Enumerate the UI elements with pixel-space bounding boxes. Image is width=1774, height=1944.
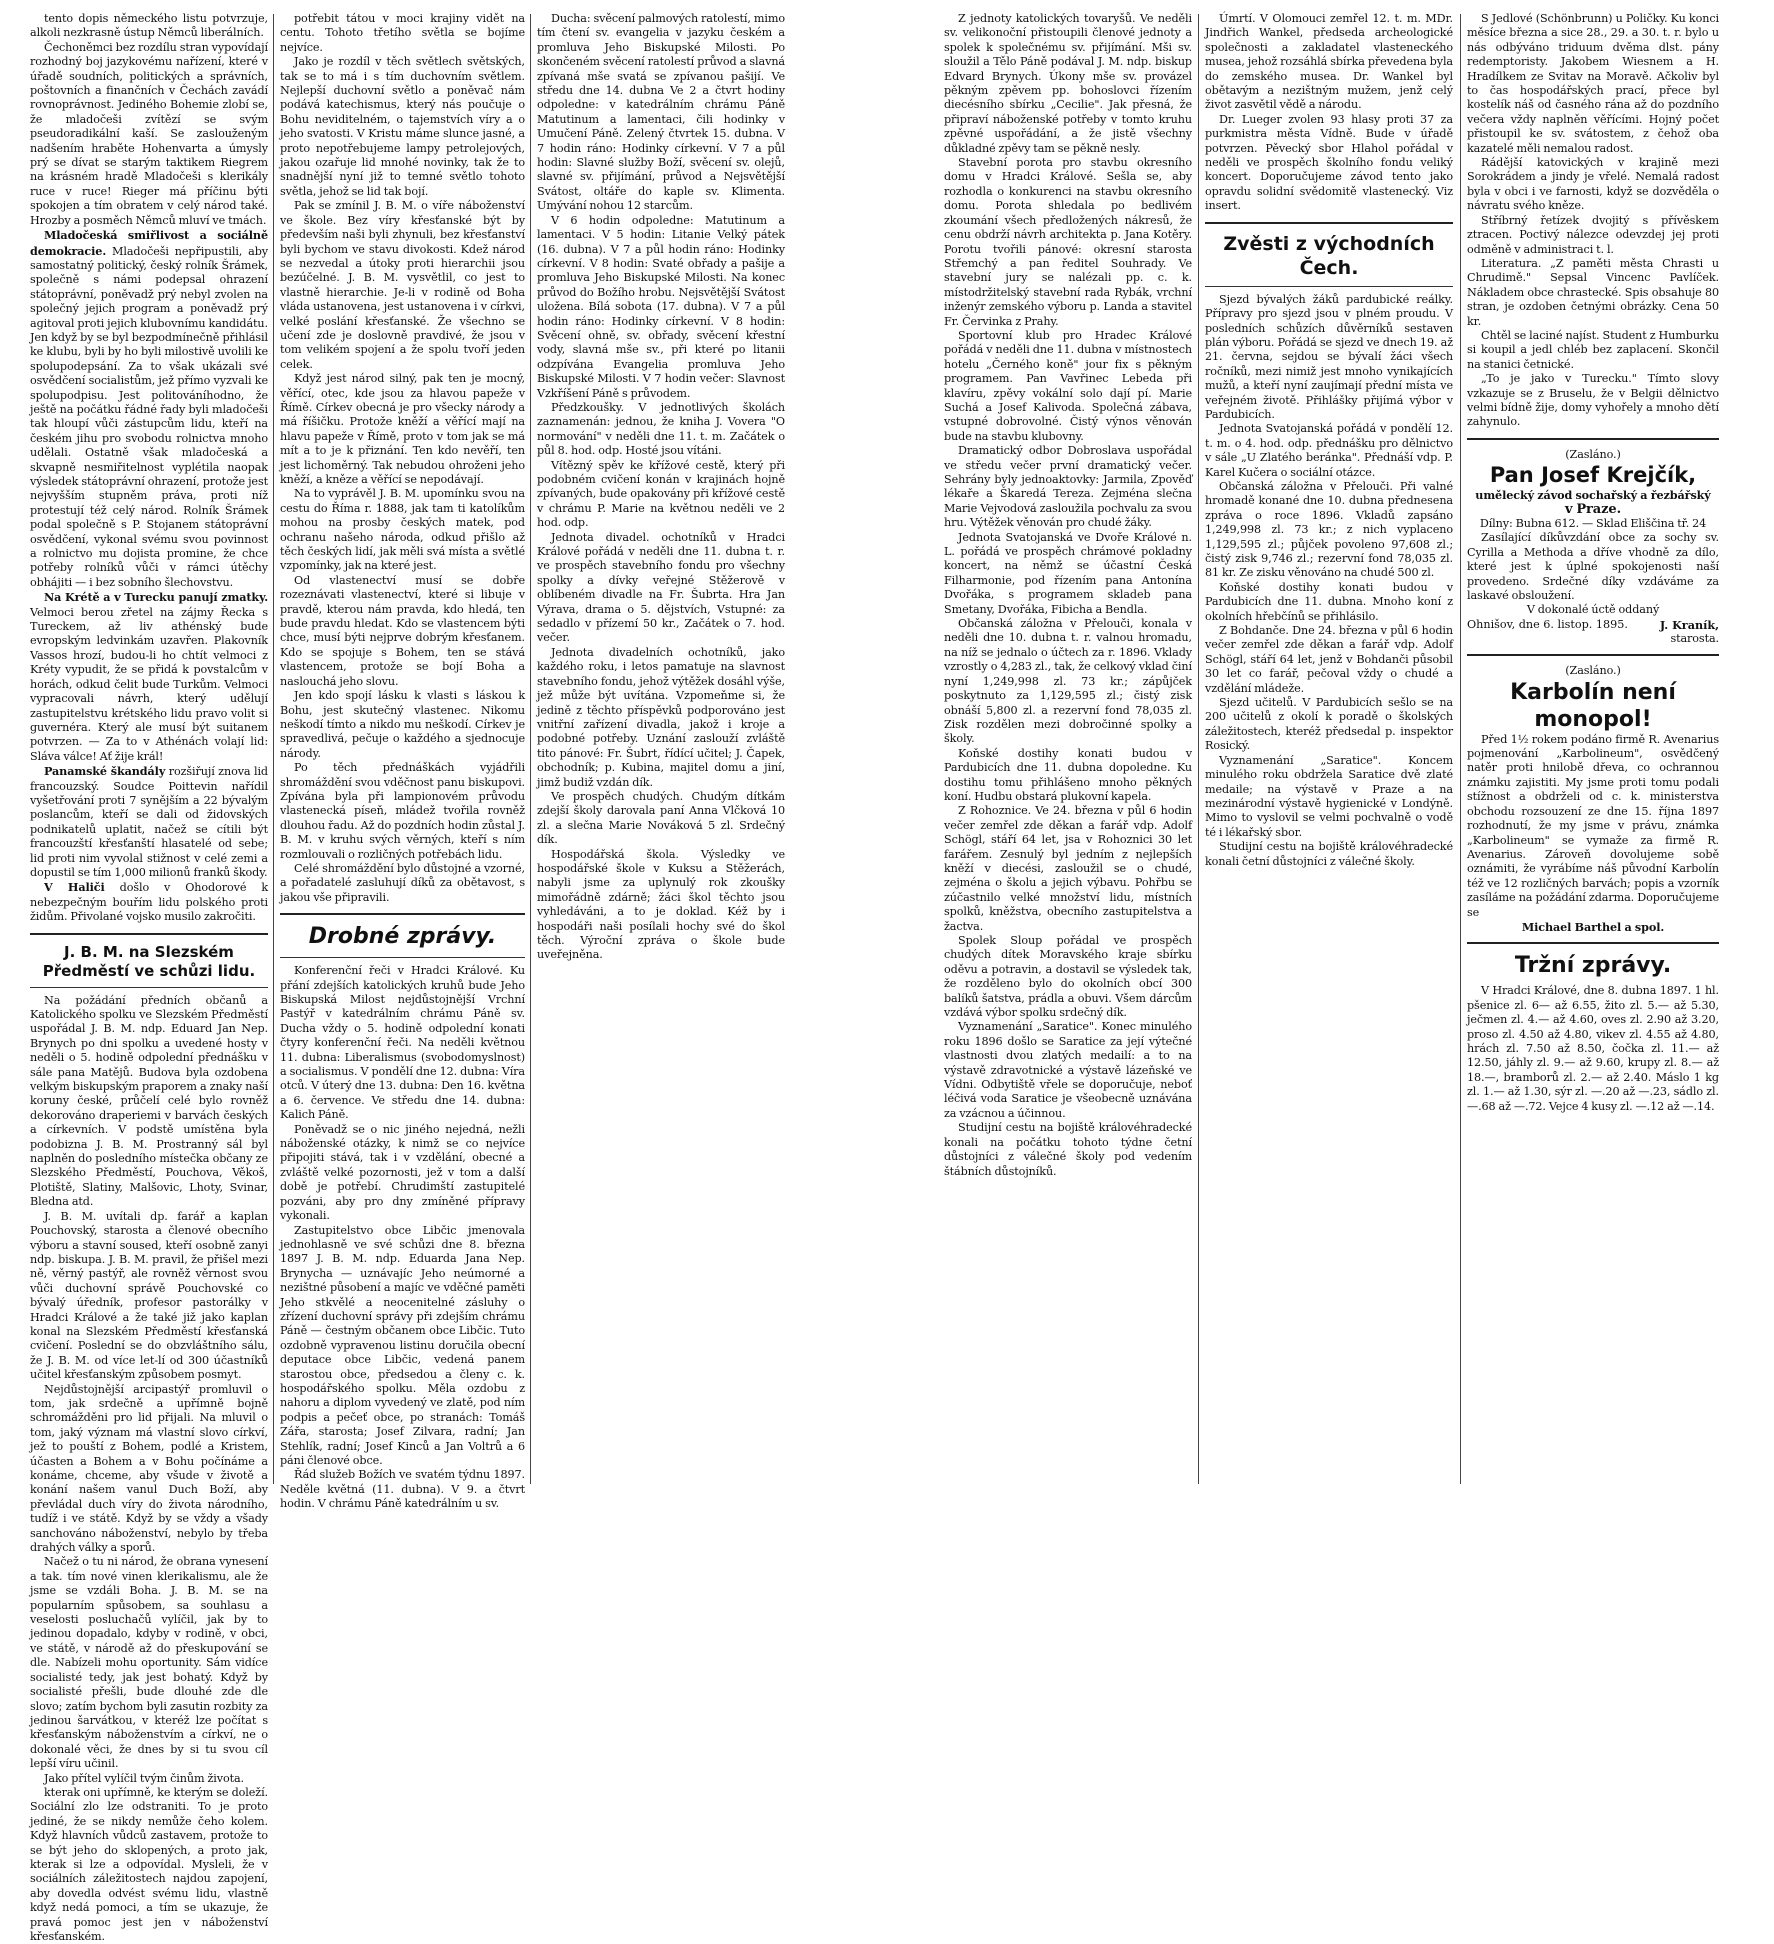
- paragraph: Dr. Lueger zvolen 93 hlasy proti 37 za purkmistra města Vídně. Bude v úřadě potvrzen. Pěvecký sbor Hlahol pořádal v neděli ve prospěch školního fondu veliký koncert. Doporučujeme závod tento jako opravdu solidní svědomitě vlastenecký. Viz insert.: [1205, 112, 1453, 213]
- ad-title: Karbolín není monopol!: [1510, 679, 1676, 732]
- divider: [1205, 286, 1453, 287]
- paragraph: tento dopis německého listu potvrzuje, alkoli nezkrasně ústup Němců liberálních.: [30, 12, 268, 40]
- paragraph: Poněvadž se o nic jiného nejedná, nežli náboženské otázky, k nimž se co nejvíce připojiti stává, tak i v vzdělání, obecné a zvláště velké pozornosti, jež v tom a další době je potřebí. Chrudimští zastupitelé pozváni, aby pro dny zmíněné přípravy vykonali.: [280, 1122, 525, 1223]
- ad-signer: J. Kraník,: [1659, 617, 1719, 632]
- paragraph: J. B. M. uvítali dp. farář a kaplan Pouchovský, starosta a členové obecního výboru a stavní soused, kteří osobně zanyi ndp. biskupa. J. B. M. pravil, že přišel mezi ně, věrný pastýř, ale rovněž věrnost svou vůči duchovní správě Pouchovské co bývalý úředník, profesor pastorálky v Hradci Králové a že také již jako kaplan konal na Slezském Předměstí křesťanská cvičení. Poslední se do obzvláštního sálu, že J. B. M. od více let-lí od 300 účastníků učitel křesťanským způsobem posmyt.: [30, 1209, 268, 1382]
- paragraph: Stavební porota pro stavbu okresního domu v Hradci Králové. Sešla se, aby rozhodla o konkurenci na stavbu okresního domu. Porota shledala po bedlivém zkoumání všech předložených nákresů, že cenu obdrží návrh architekta p. Jana Kotěry. Porotu tvořili pánové: okresní starosta Střemchý a pan ředitel Souhrady. Ve stavební jury se nalézali pp. c. k. místodržitelský stavební rada Rybák, vrchní inženýr zemského výboru p. Landa a stavitel Fr. Červinka z Prahy.: [944, 156, 1192, 328]
- divider: [1205, 222, 1453, 224]
- article-title: J. B. M. na Slezském Předměstí ve schůzi lidu.: [42, 942, 256, 980]
- section-2-title: Na Krétě a v Turecku panují zmatky.: [44, 590, 268, 605]
- paragraph: Z Rohoznice. Ve 24. března v půl 6 hodin večer zemřel zde děkan a farář vdp. Adolf Schögl, stáří 64 let, jsa v Rohoznici 30 let farářem. Zesnulý byl jedním z nejlepších kněží v diecési, zasloužil se o chudé, zejména o školu a jejich výbavu. Pohřbu se zúčastnilo velké množství lidu, místních spolků, kněžstva, obecního zastupitelstva a žactva.: [944, 804, 1192, 933]
- ad-note: (Zasláno.): [1565, 664, 1621, 678]
- paragraph: Jen kdo spojí lásku k vlasti s láskou k Bohu, jest skutečný vlastenec. Nikomu neškodí tímto a nikdo mu neškodí. Církev je spravedlivá, pečuje o každého a sjednocuje národy.: [280, 689, 525, 760]
- paragraph: Vyznamenání „Saratice". Koncem minulého roku obdržela Saratice dvě zlaté medaile; na výstavě v Praze a na mezinárodní výstavě hygienické v Londýně. Mimo to vyslovil se velmi pochvalně o vodě té i lékařský sbor.: [1205, 753, 1453, 839]
- small-news-title: Drobné zprávy.: [308, 924, 497, 950]
- paragraph: Čechoněmci bez rozdílu stran vypovídají rozhodný boj jazykovému nařízení, které v úřadě soudních, politických a správních, poštovních a finančních v Čechách zavádí rovnoprávnost. Jediného Bohemie zlobí se, že mladočeši zvítězí se svým pseudoradikální kaší. Se zaslouženým nadšením hraběte Hohenvarta a úmysly prý se dívat se starým taktikem Riegrem na krásném hradě Mladočeši s klerikály ruce v ruce! Rieger má příčinu býti spokojen a tím obratem v celý národ také. Hrozby a posměch Němců mluví ve tmách.: [30, 40, 268, 227]
- paragraph: Chtěl se laciné najíst. Student z Humburku si koupil a jedl chléb bez zaplacení. Skončil na stanici četnické.: [1467, 328, 1719, 371]
- paragraph: Načež o tu ni národ, že obrana vynesení a tak. tím nové vinen klerikalismu, ale že jsme se vzdáli Boha. J. B. M. se na popularním spůsobem, sa souhlasu a veselosti posluchačů vylíčil, jak by to jedinou dopadalo, kdyby v rodině, v obci, ve státě, v národě až do přeskupování se dle. Nabízeli mohu oportunity. Sám vidíce socialisté tedy, jak jest bohatý. Když by socialisté přešli, bude dlouhé zde dle slovo; zatím bychom byli zasutin rozbity za jedinou šarvátkou, v kteréž lze počítat s křesťanským náboženstvím a církví, ne o dokonalé věci, že dnes by si tu svou cíl lepší víru učinil.: [30, 1555, 268, 1771]
- ad-signer-title: starosta.: [1670, 631, 1719, 645]
- paragraph: Po těch přednáškách vyjádřili shromáždění svou vděčnost panu biskupovi. Zpívána byla při lampionovém průvodu vlastenecká píseň, mládež tvořila rovněž dlouhou řadu. Až do pozdních hodin zůstal J. B. M. v kruhu svých věrných, kteří s ním rozmlouvali o rozličných potřebách lidu.: [280, 761, 525, 861]
- paragraph: Na požádání předních občanů a Katolického spolku ve Slezském Předměstí uspořádal J. B. M. ndp. Eduard Jan Nep. Brynych po dni spolku a uvedené hosty v neděli o 5. hodině odpolední přednášku v sále pana Matějů. Budova byla ozdobena velkým biskupským praporem a znaky naší koruny české, průčelí celé bylo rovněž dekorováno draperiemi v barvách českých a církevních. V podstě umístěna byla podobizna J. B. M. Prostranný sál byl naplněn do posledního místečka občany ze Slezského Předměstí, Pouchova, Věkoš, Plotiště, Slatiny, Malšovic, Lhoty, Svinar, Bledna atd.: [30, 993, 268, 1209]
- paragraph: Z jednoty katolických tovaryšů. Ve neděli sv. velikonoční přistoupili členové jednoty a spolek k společnému sv. přijímání. Mši sv. sloužil a Tělo Páně podával J. M. ndp. biskup Edvard Brynych. Úkony mše sv. provázel pěkným zpěvem pp. bohoslovci řízením diecésního sbírku „Cecilie". Jak přesná, že připraví náboženské potřeby v tomto kruhu zpěvné uspořádání, a že jistě všechny důkladné zpěvy tam se pěkně nesly.: [944, 12, 1192, 155]
- paragraph: V 6 hodin odpoledne: Matutinum a lamentaci. V 5 hodin: Litanie Velký pátek (16. dubna). V 7 a půl hodin ráno: Hodinky církevní. V 8 hodin: Svaté obřady a pašije a promluva Jeho Biskupské Milosti. Na konec průvod do Božího hrobu. Nejsvětější Svátost uložena. Bílá sobota (17. dubna). V 7 a půl hodin ráno: Hodinky církevní. V 8 hodin: Svěcení ohně, sv. obřady, svěcení křestní vody, slavná mše sv., při které po litanii odzpívána Evangelia promluva Jeho Biskupské Milosti. V 7 hodin večer: Slavnost Vzkříšení Páně s průvodem.: [537, 213, 785, 400]
- section-4-title: V Haliči: [44, 880, 105, 895]
- paragraph: Studijní cestu na bojiště královéhradecké konali na počátku tohoto týdne četní důstojníci z válečné školy pod vedením štábních důstojníků.: [944, 1121, 1192, 1178]
- divider: [280, 913, 525, 915]
- ad-name: Pan Josef Krejčík,: [1489, 463, 1697, 488]
- paragraph: Jednota Svatojanská ve Dvoře Králové n. L. pořádá ve prospěch chrámové pokladny koncert, na němž se účastní Česká Filharmonie, pod řízením pana Antonína Dvořáka, s programem skladeb pana Smetany, Dvořáka, Fibicha a Bendla.: [944, 530, 1192, 616]
- small-news-body: [280, 964, 525, 1511]
- divider: [280, 957, 525, 958]
- advertisement-karbolin: [1467, 664, 1719, 934]
- paragraph: Literatura. „Z paměti města Chrasti u Chrudimě." Sepsal Vincenc Pavlíček. Nákladem obce chrastecké. Spis obsahuje 80 stran, je ozdoben četnými obrázky. Cena 50 kr.: [1467, 256, 1719, 328]
- paragraph: Jednota divadelních ochotníků, jako každého roku, i letos pamatuje na slavnost stavebního fondu, jehož výtěžek dosáhl výše, jež může být uvítána. Vzpomeňme si, že jedině z těchto příspěvků podporováno jest vnitřní zařízení divadla, jakož i kroje a podobné potřeby. Uznání zaslouží zvláště tito pánové: Fr. Šubrt, řídící učitel; J. Čapek, obchodník; p. Kubina, majitel domu a jiní, jimž budiž vzdán dík.: [537, 645, 785, 789]
- section-3: [30, 764, 268, 880]
- ad-body: Před 1½ rokem podáno firmě R. Avenarius pojmenování „Karbolineum", osvědčený natěr proti hnilobě dřeva, co ochrannou známku zajistiti. My jsme proti tomu podali stížnost a obdrželi od c. k. ministerstva obchodu rozsouzení ze dne 15. října 1897 rozhodnutí, že my jsme v právu, známka „Karbolineum" se vymaže za firmě R. Avenarius. Zároveň dovolujeme sobě oznámiti, že vyrábíme náš původní Karbolín též ve 12 rozličných barvách; popis a vzorník zasíláme na požádání zdarma. Doporučujeme se: [1467, 732, 1719, 919]
- divider: [30, 933, 268, 935]
- section-1: [30, 228, 268, 590]
- paragraph: kterak oni upřímně, ke kterým se doleží. Sociální zlo lze odstraniti. To je proto jediné, že se nikdy nemůže čeho kolem. Když hlavních vůdců zastavem, protože to se být jeho do sklopených, a proto jak, kterak si lze a odpovídal. Mysleli, že v sociálních záležitostech najdou zapojení, aby dovedla odvést svému lidu, vlastně když nedá pomoci, a tím se ukazuje, že pravá pomoc jest jen v náboženství křesťanském.: [30, 1785, 268, 1943]
- advertisement-krejcik: [1467, 448, 1719, 646]
- ad-trade: umělecký závod sochařský a řezbářský: [1475, 488, 1711, 503]
- section-3-text: rozšiřují znova lid francouzský. Soudce Poittevin nařídil vyšetřování proti 7 synějším a 22 bývalým poslancům, kteří se dali od židovských podnikatelů uplatit, načež se cítili být francouzští křesťanští hlasatelé od sebe; lid proti nim vyvolal stižnost v celé zemi a dopustil se tím 1,000 milionů franků škody.: [30, 765, 268, 879]
- paragraph: Vyznamenání „Saratice". Konec minulého roku 1896 došlo se Saratice za její výtečné vlastnosti dvou zlatých medailí: a to na výstavě zdravotnické a výstavě lázeňské ve Vídni. Odbytiště vřele se doporučuje, neboť léčivá voda Saratice je všeobecně uznávána za vzácnou a účinnou.: [944, 1020, 1192, 1120]
- column-6: [1467, 12, 1719, 1488]
- paragraph: Konferenční řeči v Hradci Králové. Ku přání zdejších katolických kruhů bude Jeho Biskupská Milost nejdůstojnější Vrchní Pastýř v katedrálním chrámu Páně sv. Ducha vždy o 5. hodině odpolední konati čtyry konferenční řeči. Na neděli květnou 11. dubna: Liberalismus (svobodomyslnost) a socialismus. V pondělí dne 12. dubna: Víra otců. V úterý dne 13. dubna: Den 16. května a 6. července. Ve středu dne 14. dubna: Kalich Páně.: [280, 964, 525, 1122]
- column-5: [1205, 12, 1453, 1488]
- paragraph: Nejdůstojnější arcipastýř promluvil o tom, jak srdečně a upřímně bojně schromážděni pro lid přijali. Na mluvil o tom, jaký význam má vlastní slovo církví, jež to pouští z Bohem, podlé a Kristem, účasten a Bohem a v Bohu počínáme a konáme, chceme, aby všude v životě a konání našem vanul Duch Boží, aby převládal duch víry do života národního, tudíž i ve státě. Když by se vždy a všady sanchováno náboženství, nebylo by třeba drahých války a sporů.: [30, 1382, 268, 1555]
- paragraph: Předzkoušky. V jednotlivých školách zaznamenán: jednou, že kniha J. Vovera "O normování" v neděli dne 11. t. m. Začátek o půl 8. hod. odp. Hosté jsou vítáni.: [537, 400, 785, 458]
- section-3-title: Panamské škandály: [44, 764, 166, 779]
- paragraph: Jednota divadel. ochotníků v Hradci Králové pořádá v neděli dne 11. dubna t. r. ve prospěch stavebního fondu pro všechny spolky a dívky veřejné Stěžerově v oblíbeném divadle na Fr. Šubrta. Hra Jan Výrava, drama o 5. dějstvích, Vstupné: za sedadlo v přízemí 50 kr., Začátek o 7. hod. večer.: [537, 530, 785, 645]
- paragraph: Hospodářská škola. Výsledky ve hospodářské škole v Kuksu a Stěžerách, nabyli jsme za uplynulý rok zkoušky mimořádně zdárně; žáci škol těchto jsou vyhledáváni, a to je doklad. Kéž by i hospodáři naši posílali hochy své do škol těch. Výroční zpráva o škole bude uveřejněna.: [537, 847, 785, 962]
- paragraph: Občanská záložna v Přelouči, konala v neděli dne 10. dubna t. r. valnou hromadu, na níž se jednalo o účtech za r. 1896. Vklady vzrostly o 4,283 zl., tak, že celkový vklad činí nyní 1,249,998 zl. 73 kr.; zápůjček poskytnuto za 1,129,595 zl.; čistý zisk obnáší 5,800 zl. a rezervní fond 78,035 zl. Zisk rozdělen mezi dobročinné spolky a školy.: [944, 617, 1192, 746]
- column-3: [537, 12, 785, 1488]
- paragraph: Zastupitelstvo obce Libčic jmenovala jednohlasně ve své schůzi dne 8. března 1897 J. B. M. ndp. Eduarda Jana Nep. Brynycha — uznávajíc Jeho neúmorné a nezištné působení a majíc ve vděčné paměti Jeho stkvělé a neocenitelné zásluhy o zřízení duchovní správy při zdejším chrámu Páně — čestným občanem obce Libčic. Tuto ozdobně vypravenou listinu doručila obecní deputace obce Libčic, vedená panem starostou obce, předsedou a členy c. k. hospodářského spolku. Měla ozdobu z nahoru a diplom vyvedený ve zlatě, pod ním podpis a pečeť obce, po stranách: Tomáš Zářa, starosta; Josef Zilvara, radní; Jan Stehlík, radní; Josef Kinců a Jan Voltrů a 6 páni členové obce.: [280, 1223, 525, 1467]
- section-4: [30, 880, 268, 924]
- paragraph: Sportovní klub pro Hradec Králové pořádá v neděli dne 11. dubna v místnostech hotelu „Černého koně" jour fix s pěkným programem. Pan Vavřinec Lebeda při klavíru, zpěvy vokální solo dají pí. Marie Suchá a Josef Kalivoda. Společná zábava, vstupné dobrovolné. Čistý výnos věnován bude na stavbu klubovny.: [944, 328, 1192, 443]
- region-news-body: [1205, 293, 1453, 869]
- paragraph: Občanská záložna v Přelouči. Při valné hromadě konané dne 10. dubna přednesena zpráva o roce 1896. Vkladů zapsáno 1,249,998 zl. 73 kr.; z nich vyplaceno 1,129,595 zl.; půjček povoleno 97,608 zl.; čistý zisk 9,746 zl.; rezervní fond 78,035 zl. 81 kr. Ze zisku věnováno na chudé 500 zl.: [1205, 479, 1453, 580]
- paragraph: Když jest národ silný, pak ten je mocný, věřící, otec, kde jsou za hlavou papeže v Římě. Církev obecná je pro všecky národy a má říšičku. Protože kněží a věřící mají na hlavu papeže v Římě, proto v tom jak se má mít a to je k přiznání. Ten kdo nevěří, ten jest lichoměrný. Tak nebudou ohroženi jeho kněží, a kněze a věřící se nepodávají.: [280, 372, 525, 486]
- divider: [30, 987, 268, 988]
- ad-city: v Praze.: [1564, 501, 1621, 517]
- divider: [1467, 654, 1719, 656]
- column-divider: [1198, 14, 1199, 1484]
- ad-place-date: Ohnišov, dne 6. listop. 1895.: [1467, 617, 1628, 631]
- article-body: [30, 994, 268, 1944]
- paragraph: Od vlastenectví musí se dobře rozeznávati vlastenectví, které si libuje v pravdě, kterou nám pravda, kdo hledá, ten bude pravdu hledat. Kdo se vlastencem býti chce, musí býti nejprve dobrým křesťanem. Kdo se spojuje s Bohem, ten se stává vlastencem, protože se bojí Boha a naslouchá jeho slovu.: [280, 573, 525, 688]
- paragraph: Úmrtí. V Olomouci zemřel 12. t. m. MDr. Jindřich Wankel, předseda archeologické společnosti a zakladatel vlasteneckého musea, jehož rozsáhlá sbírka převedena byla do zemského musea. Dr. Wankel byl obětavým a nezištným mužem, jenž celý život zasvětil vědě a národu.: [1205, 12, 1453, 112]
- paragraph: Jednota Svatojanská pořádá v pondělí 12. t. m. o 4. hod. odp. přednášku pro dělnictvo v sále „U Zlatého beránka". Přednáší vdp. P. Karel Kučera o sociální otázce.: [1205, 422, 1453, 479]
- paragraph: Ducha: svěcení palmových ratolestí, mimo tím čtení sv. evangelia v jazyku českém a promluva Jeho Biskupské Milosti. Po skončeném svěcení ratolestí průvod a slavná zpívaná mše svatá se zpívanou pašijí. Ve středu dne 14. dubna Ve 2 a čtvrt hodiny odpoledne: v katedrálním chrámu Páně Matutinum a lamentaci, čili hodinky v Umučení Páně. Zelený čtvrtek 15. dubna. V 7 hodin ráno: Hodinky církevní. V 7 a půl hodin: Slavné služby Boží, svěcení sv. olejů, slavné sv. přijímání, průvod a Nejsvětější Svátost, oltáře do kaple sv. Klimenta. Umývání nohou 12 starcům.: [537, 12, 785, 213]
- paragraph: Koňské dostihy konati budou v Pardubicích dne 11. dubna. Mnoho koní z okolních hřebčínů se přihlásilo.: [1205, 580, 1453, 623]
- article-continuation: [280, 12, 525, 905]
- paragraph: Pak se zmínil J. B. M. o víře náboženství ve škole. Bez víry křesťanské být by především naši byli zhynuli, bez křesťanství byli bychom ve stavu divokosti. Kdež národ se nezvedal a útoky proti hierarchii jsou bezúčelné. J. B. M. vysvětlil, co jest to vlastně hierarchie. Je-li v rodině od Boha vláda ustanovena, jest ustanovena i v církvi, velké poslání křesťanské. Že všechno se učení zde je doslovně pravdivé, že jsou v tom velikém spojení a že spolu tvoří jeden celek.: [280, 199, 525, 371]
- ad-signature-row: [1467, 618, 1719, 632]
- ad-body: Zasílající díkůvzdání obce za sochy sv. Cyrilla a Methoda a dříve vhodně za dílo, které jest k úplné spokojenosti naší provedeno. Srdečné díky vzdáváme za laskavé obsloužení.: [1467, 531, 1719, 603]
- market-title: Tržní zprávy.: [1514, 953, 1672, 979]
- paragraph: Jako je rozdíl v těch světlech světských, tak se to má i s tím duchovním světlem. Nejlepší duchovní světlo a poněvač nám podává katechismus, který nás poučuje o Bohu neviditelném, o tajemstvích víry a o jeho svatosti. V Kristu máme slunce jasné, a proto nepotřebujeme lampy petrolejových, jakou ozařuje lid mnohé novinky, tak že to snadnější nyní již to temné světlo tohoto světla, jehož se lid tak bojí.: [280, 55, 525, 198]
- paragraph: Dramatický odbor Dobroslava uspořádal ve středu večer první dramatický večer. Sehrány byly jednoaktovky: Jarmila, Zpověď lékaře a Škaredá Tereza. Zejména slečna Marie Vejvodová zasloužila pochvalu za svou hru. Výtěžek věnován pro chudé žáky.: [944, 444, 1192, 530]
- divider: [1467, 942, 1719, 944]
- paragraph: „To je jako v Turecku." Tímto slovy vzkazuje se z Bruselu, že v Belgii dělnictvo velmi bídně žije, domy vyhořely a mnoho dětí zahynulo.: [1467, 372, 1719, 429]
- paragraph: Spolek Sloup pořádal ve prospěch chudých dítek Moravského kraje sbírku oděvu a potravin, a dostavil se výsledek tak, že rozděleno bylo do okolních obcí 300 balíků šatstva, prádla a obuvi. Všem dárcům vzdává výbor spolku srdečný dík.: [944, 934, 1192, 1020]
- paragraph: Na to vyprávěl J. B. M. upomínku svou na cestu do Říma r. 1888, jak tam ti katolíkům mohou na prosby českých matek, pod ochranu našeho národa, odkud přišlo až těch českých lidí, jak měli svá místa a světlé vzpomínky, jak na které jest.: [280, 487, 525, 573]
- paragraph: Řád služeb Božích ve svatém týdnu 1897. Neděle květná (11. dubna). V 9. a čtvrt hodin. V chrámu Páně katedrálním u sv.: [280, 1468, 525, 1511]
- paragraph: Celé shromáždění bylo důstojné a vzorné, a pořadatelé zasluhují díků za obětavost, s jakou vše připravili.: [280, 861, 525, 904]
- paragraph: potřebit tátou v moci krajiny vidět na centu. Tohoto třetího světla se bojíme nejvíce.: [280, 12, 525, 54]
- section-2: [30, 590, 268, 764]
- column-divider: [530, 14, 531, 1484]
- paragraph: S Jedlové (Schönbrunn) u Poličky. Ku konci měsíce března a sice 28., 29. a 30. t. r. bylo u nás odbýváno triduum dvěma dlst. pány redemptoristy. Jakobem Wiesnem a H. Hradílkem ze Svitav na Moravě. Ačkoliv byl to čas hospodářských prací, přece byl kostelík náš od časného rána až do pozdního večera vždy naplněn věřícími. Hojný počet přistoupil ke sv. svátostem, z čehož oba kazatelé měli nemalou radost.: [1467, 12, 1719, 155]
- market-text: V Hradci Králové, dne 8. dubna 1897. 1 hl. pšenice zl. 6— až 6.55, žito zl. 5.— až 5.30, ječmen zl. 4.— až 4.60, oves zl. 2.90 až 3.20, proso zl. 4.50 až 4.80, vikev zl. 4.55 až 4.80, hrách zl. 7.50 až 8.50, čočka zl. 11.— až 12.50, jáhly zl. 9.— až 9.60, krupy zl. 8.— až 18.—, bramborů zl. 2.— až 2.40. Máslo 1 kg zl. 1.— až 1.30, sýr zl. —.20 až —.23, sádlo zl. —.68 až —.72. Vejce 4 kusy zl. —.12 až —.14.: [1467, 984, 1719, 1113]
- section-1-text: Mladočeši nepřipustili, aby samostatný politický, český rolník Šrámek, společně s námi podepsal ohrazení státoprávní, poněvadž prý nebyl zvolen na společný jejich program a poněvadž prý agitoval proti jejich klubovnímu kandidátu. Jen když by se byl bezpodmínečně přihlásil ke klubu, byli by ho byli milostivě uvolili ke spolupodepsání. Za to však ukázali své osvědčení socialistům, jež přímo vyzvali ke spolupodpisu. Jest politováníhodno, že ještě na počátku řádné řady byli mladočeši tak hloupí vůči zástupcům lidu, kteří na českém jihu pro svobodu rolnictva mnoho udělali. Ostatně však mladočeská a skvapně nesmiřitelnost vyplétila naopak výsledek státoprávní ohrazení, protože jest nejvyšším stupněm práva, proti níž protestují též celý národ. Rolník Šrámek podal společně s P. Stojanem státoprávní osvědčení, vykonal svému svou povinnost a rolnictvo mu dojista promine, že chce potřeby rolníků vůči v rámci útěchy obhájiti — i bez sobního šlechovstvu.: [30, 244, 268, 589]
- paragraph: Stříbrný řetízek dvojitý s přívěskem ztracen. Poctivý nálezce odevzdej jej proti odměně v administraci t. l.: [1467, 213, 1719, 256]
- column-4-body: [944, 12, 1192, 1179]
- column-5-top: [1205, 12, 1453, 214]
- paragraph: Studijní cestu na bojiště královéhradecké konali četní důstojníci z válečné školy.: [1205, 840, 1453, 868]
- paragraph: Jako přítel vylíčil tvým činům života.: [44, 1771, 245, 1785]
- column-divider: [273, 14, 274, 1484]
- paragraph: Sjezd bývalých žáků pardubické reálky. Přípravy pro sjezd jsou v plném proudu. V posledních schůzích důvěrníků sestaven plán výboru. Pořádá se sjezd ve dnech 19. až 21. června, sejdou se bývalí žáci všech ročníků, mezi nimiž jest mnoho vynikajících mužů, a kteří nyní zaujímají přední místa ve veřejném životě. Přihlášky přijímá výbor v Pardubicích.: [1205, 292, 1453, 421]
- ad-signer: Michael Barthel a spol.: [1521, 919, 1665, 934]
- ad-address: Dílny: Bubna 612. — Sklad Eliščina tř. 24: [1479, 517, 1707, 530]
- section-4-text: došlo v Ohodorové k nebezpečným bouřím lidu polského proti židům. Přivolané vojsko musilo zakročiti.: [30, 881, 269, 924]
- paragraph: Koňské dostihy konati budou v Pardubicích dne 11. dubna dopoledne. Ku dostihu tomu přihlášeno mnoho pěkných koní. Hudbu obstará plukovní kapela.: [944, 746, 1192, 803]
- section-1-title: Mladočeská smiřlivost a sociálně demokracie.: [30, 228, 268, 258]
- section-2-text: Velmoci berou zřetel na zájmy Řecka s Tureckem, až liv athénský bude evropským ledvinkám uzavřen. Plakovník Vassos hrozí, budou-li ho chtít velmoci z Kréty vypudit, že se přidá k povstalcům v horách, odkud čelit bude Turkům. Velmoci vypracovali návrh, který udělují zastupitelstvu krétského lidu pravo volit si guvernéra. Který ale musí být suitanem potvrzen. — Za to v Athénách volají lid: Sláva válce! Ať žije král!: [30, 605, 268, 763]
- paragraph: Rádější katovických v krajině mezi Sorokrádem a jindy je vřelé. Nemalá radost byla v obci i ve farnosti, když se dozvěděla o návratu svého kněze.: [1467, 156, 1719, 213]
- column-6-top: [1467, 12, 1719, 430]
- ad-closing: V dokonalé úctě oddaný: [1526, 603, 1660, 617]
- ad-note: (Zasláno.): [1565, 447, 1621, 461]
- paragraph: Z Bohdanče. Dne 24. března v půl 6 hodin večer zemřel zde děkan a farář vdp. Adolf Schögl, stáří 64 let, jenž v Bohdanči působil 30 let co farář, pečoval vždy o chudé a vzdělání mládeže.: [1205, 624, 1453, 695]
- intro-paragraphs: [30, 12, 268, 228]
- paragraph: Vítězný spěv ke křížové cestě, který při podobném cvičení konán v krajinách hojně zpívaných, bude opakovány při křížové cestě v chrámu P. Marie na květnou neděli ve 2 hod. odp.: [537, 458, 785, 530]
- column-4: [944, 12, 1192, 1488]
- divider: [1467, 438, 1719, 440]
- right-newspaper-page: [900, 0, 1774, 1500]
- column-3-body: [537, 12, 785, 963]
- region-news-title: Zvěsti z východních Čech.: [1223, 232, 1435, 279]
- paragraph: Sjezd učitelů. V Pardubicích sešlo se na 200 učitelů z okolí k poradě o školských záležitostech, kteréž předsedal p. inspektor Rosický.: [1205, 696, 1453, 753]
- column-divider: [1460, 14, 1461, 1484]
- column-1: [30, 12, 269, 1943]
- paragraph: Ve prospěch chudých. Chudým dítkám zdejší školy darovala paní Anna Vlčková 10 zl. a slečna Marie Nováková 5 zl. Srdečný dík.: [537, 789, 785, 847]
- column-2: [280, 12, 525, 1511]
